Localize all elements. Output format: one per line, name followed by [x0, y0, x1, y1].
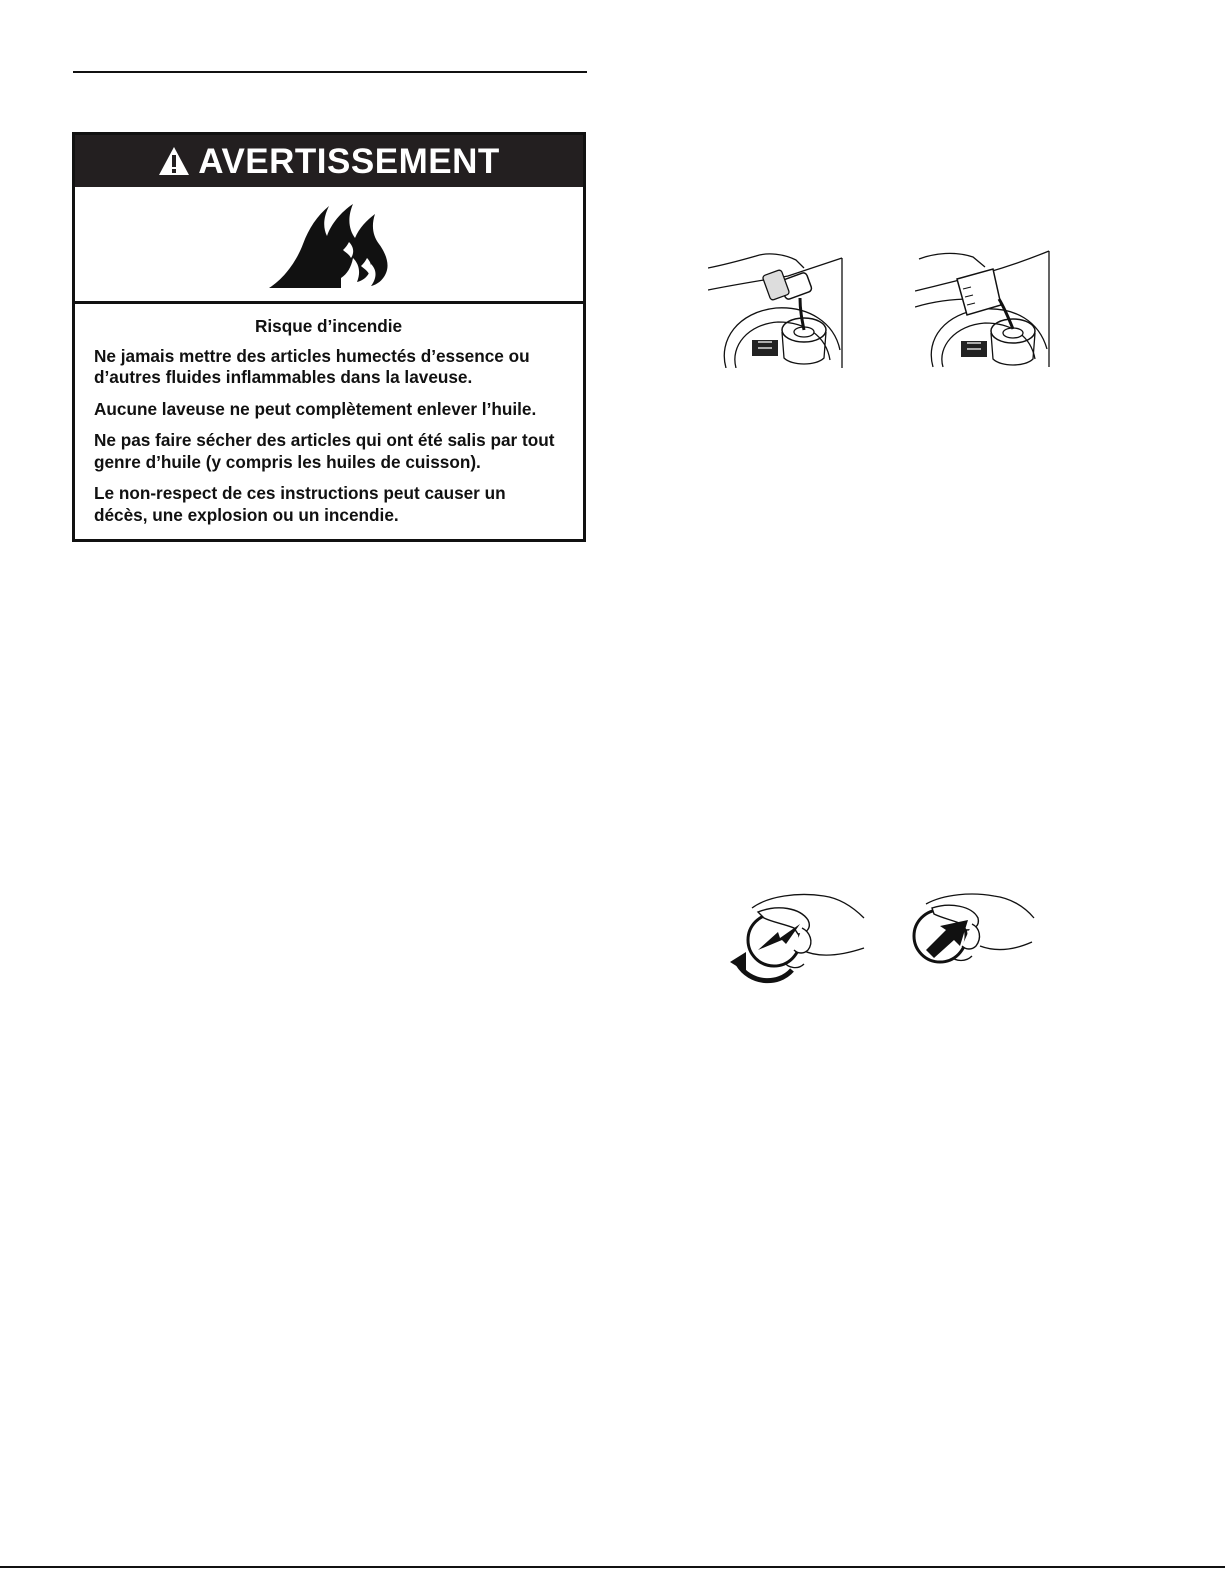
- warning-title: AVERTISSEMENT: [198, 141, 500, 181]
- warning-header: [75, 135, 583, 187]
- alert-triangle-icon: [158, 146, 190, 176]
- warning-box: [72, 132, 586, 542]
- warning-subtitle: Risque d’incendie: [254, 316, 403, 336]
- bottom-rule: [0, 1566, 1225, 1568]
- fire-hazard-icon: [267, 198, 391, 290]
- push-knob-illustration: [910, 890, 1036, 970]
- pour-bottle-illustration: [708, 250, 844, 368]
- warning-paragraph-2: Aucune laveuse ne peut complètement enlever l’huile.: [94, 398, 537, 419]
- hazard-icon-area: [75, 187, 583, 304]
- warning-paragraph-1: Ne jamais mettre des articles humectés d’essence ou d’autres fluides inflammables dans la laveuse.: [94, 345, 530, 387]
- pour-cup-illustration: [915, 249, 1051, 369]
- warning-text: [75, 304, 583, 526]
- warning-paragraph-4: Le non-respect de ces instructions peut causer un décès, une explosion ou un incendie.: [94, 483, 506, 525]
- warning-paragraph-3: Ne pas faire sécher des articles qui ont été salis par tout genre d’huile (y compris les huiles de cuisson).: [94, 430, 555, 472]
- top-rule: [73, 71, 587, 73]
- turn-knob-illustration: [728, 888, 866, 986]
